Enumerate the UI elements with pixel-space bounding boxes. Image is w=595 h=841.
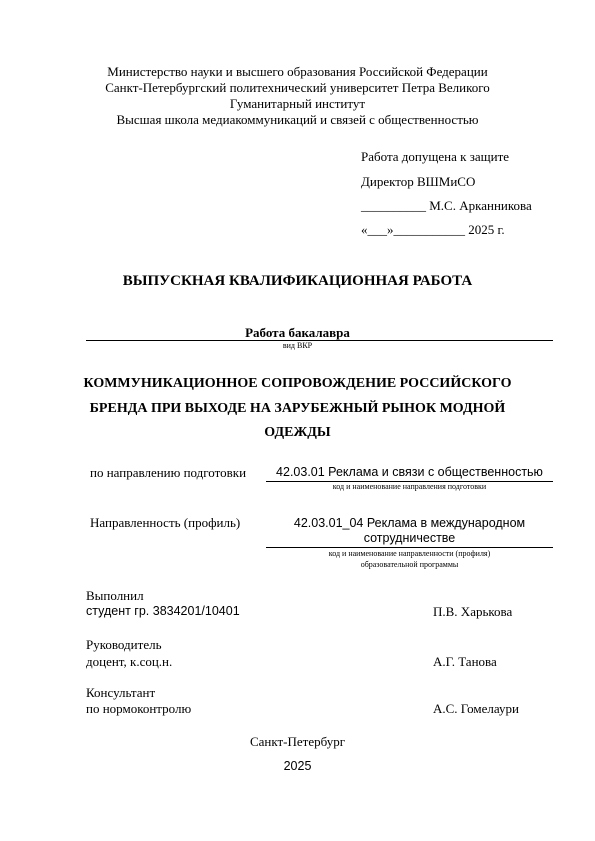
profile-value-line-2: сотрудничестве <box>363 531 456 545</box>
work-type-caption: вид ВКР <box>282 341 313 350</box>
footer-city: Санкт-Петербург <box>249 734 346 749</box>
profile-caption-line-1: код и наименование направленности (профиля) <box>328 549 491 558</box>
performer-label: Выполнил <box>86 588 144 603</box>
approval-director: Директор ВШМиСО <box>361 174 476 189</box>
profile-underline <box>266 547 553 548</box>
approval-signature: __________ М.С. Арканникова <box>361 198 532 213</box>
topic-line-2: БРЕНДА ПРИ ВЫХОДЕ НА ЗАРУБЕЖНЫЙ РЫНОК МОДНОЙ <box>89 401 506 416</box>
performer-group: студент гр. 3834201/10401 <box>86 604 240 618</box>
performer-name: П.В. Харькова <box>433 604 513 619</box>
university-line: Санкт-Петербургский политехнический университет Петра Великого <box>105 80 490 95</box>
consultant-role: по нормоконтролю <box>86 701 192 716</box>
topic-line-1: КОММУНИКАЦИОННОЕ СОПРОВОЖДЕНИЕ РОССИЙСКОГО <box>83 376 512 391</box>
consultant-name: А.С. Гомелаури <box>433 701 519 716</box>
ministry-line: Министерство науки и высшего образования Российской Федерации <box>107 64 488 79</box>
direction-label: по направлению подготовки <box>90 465 247 480</box>
work-type-value: Работа бакалавра <box>245 325 350 340</box>
supervisor-label: Руководитель <box>86 637 162 652</box>
document-title: ВЫПУСКНАЯ КВАЛИФИКАЦИОННАЯ РАБОТА <box>122 273 473 289</box>
consultant-label: Консультант <box>86 685 156 700</box>
profile-label: Направленность (профиль) <box>90 515 241 530</box>
profile-caption-line-2: образовательной программы <box>360 560 459 569</box>
profile-value-line-1: 42.03.01_04 Реклама в международном <box>293 516 526 530</box>
approval-admitted: Работа допущена к защите <box>361 149 510 164</box>
footer-year: 2025 <box>283 759 312 773</box>
institute-line: Гуманитарный институт <box>229 96 366 111</box>
approval-date: «___»___________ 2025 г. <box>361 222 505 237</box>
direction-value: 42.03.01 Реклама и связи с общественностью <box>276 465 543 479</box>
school-line: Высшая школа медиакоммуникаций и связей с общественностью <box>116 112 479 127</box>
direction-caption: код и наименование направления подготовки <box>332 482 487 491</box>
topic-line-3: ОДЕЖДЫ <box>264 425 331 440</box>
supervisor-name: А.Г. Танова <box>433 654 497 669</box>
supervisor-position: доцент, к.соц.н. <box>86 654 173 669</box>
